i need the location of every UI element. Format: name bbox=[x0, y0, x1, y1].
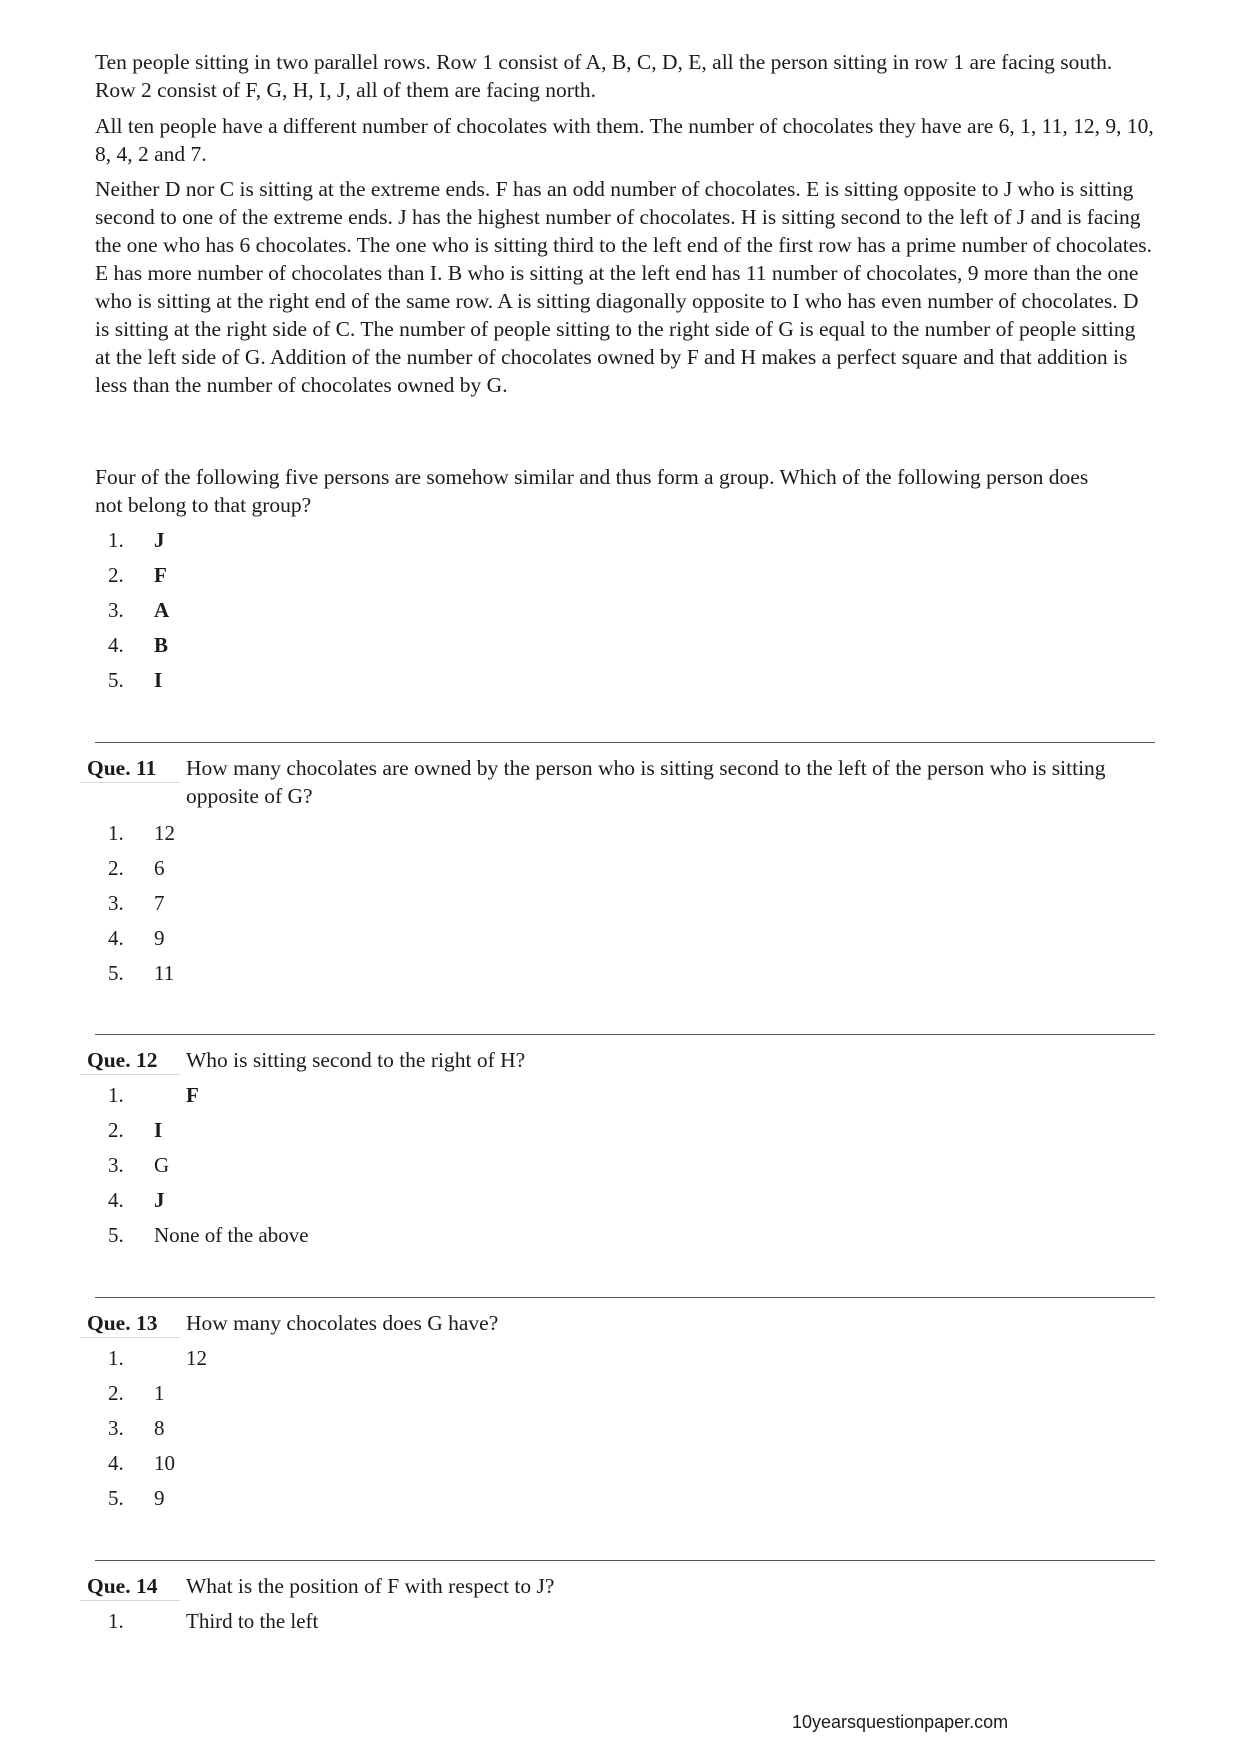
intro-paragraph-clues: Neither D nor C is sitting at the extreme ends. F has an odd number of chocolates. E is sitting opposite to J who is sitting second to one of the extreme ends. J has the highest number of chocolates. H is sitting second to the left of J and is facing the one who has 6 chocolates. The one who is sitting third to the left end of the first row has a prime number of chocolates. E has more number of chocolates than I. B who is sitting at the left end has 11 number of chocolates, 9 more than the one who is sitting at the right end of the same row. A is sitting diagonally opposite to I who has even number of chocolates. D is sitting at the right side of C. The number of people sitting to the right side of G is equal to the number of people sitting at the left side of G. Addition of the number of chocolates owned by F and H makes a perfect square and that addition is less than the number of chocolates owned by G. bbox=[95, 177, 1153, 397]
q12-option-2[interactable]: 2. I bbox=[108, 1118, 163, 1142]
divider bbox=[95, 1297, 1155, 1298]
q10-option-5[interactable]: 5. I bbox=[108, 668, 163, 692]
q13-option-2[interactable]: 2. 1 bbox=[108, 1381, 165, 1405]
q10-option-3[interactable]: 3. A bbox=[108, 598, 170, 622]
q14-text: What is the position of F with respect to J? bbox=[186, 1574, 555, 1598]
q10-text: Four of the following five persons are somehow similar and thus form a group. Which of the following person does not belong to that group? bbox=[95, 465, 1089, 517]
q11-option-1[interactable]: 1. 12 bbox=[108, 821, 175, 845]
divider bbox=[95, 1034, 1155, 1035]
footer-site-name: 10yearsquestionpaper.com bbox=[792, 1712, 1009, 1732]
q11-header bbox=[80, 754, 1160, 810]
q14-header bbox=[80, 1572, 1160, 1601]
q13-option-3[interactable]: 3. 8 bbox=[108, 1416, 165, 1440]
q12-header bbox=[80, 1046, 1160, 1075]
divider bbox=[95, 742, 1155, 743]
q10-option-4[interactable]: 4. B bbox=[108, 633, 169, 657]
q12-option-5[interactable]: 5. None of the above bbox=[108, 1223, 309, 1247]
q13-option-1[interactable]: 1. 12 bbox=[108, 1346, 207, 1370]
q12-option-3[interactable]: 3. G bbox=[108, 1153, 170, 1177]
q11-option-3[interactable]: 3. 7 bbox=[108, 891, 165, 915]
q12-option-4[interactable]: 4. J bbox=[108, 1188, 165, 1212]
q11-label: Que. 11 bbox=[80, 754, 180, 783]
q14-option-1[interactable]: 1. Third to the left bbox=[108, 1609, 319, 1633]
q10-option-1[interactable]: 1. J bbox=[108, 528, 165, 552]
q11-option-4[interactable]: 4. 9 bbox=[108, 926, 165, 950]
q14-label: Que. 14 bbox=[80, 1572, 180, 1601]
q13-option-5[interactable]: 5. 9 bbox=[108, 1486, 165, 1510]
q12-option-1[interactable]: 1. F bbox=[108, 1083, 199, 1107]
q11-text: How many chocolates are owned by the person who is sitting second to the left of the person who is sitting opposite of G? bbox=[186, 756, 1106, 808]
q11-option-5[interactable]: 5. 11 bbox=[108, 961, 175, 985]
intro-paragraph-rows: Ten people sitting in two parallel rows. Row 1 consist of A, B, C, D, E, all the person sitting in row 1 are facing south. Row 2 consist of F, G, H, I, J, all of them are facing north. bbox=[95, 50, 1113, 102]
q10-option-2[interactable]: 2. F bbox=[108, 563, 167, 587]
q12-text: Who is sitting second to the right of H? bbox=[186, 1048, 526, 1072]
divider bbox=[95, 1560, 1155, 1561]
q13-text: How many chocolates does G have? bbox=[186, 1311, 499, 1335]
q12-label: Que. 12 bbox=[80, 1046, 180, 1075]
q13-option-4[interactable]: 4. 10 bbox=[108, 1451, 175, 1475]
q13-header bbox=[80, 1309, 1160, 1338]
q11-option-2[interactable]: 2. 6 bbox=[108, 856, 165, 880]
intro-paragraph-chocolates: All ten people have a different number of chocolates with them. The number of chocolates they have are 6, 1, 11, 12, 9, 10, 8, 4, 2 and 7. bbox=[95, 114, 1154, 166]
q13-label: Que. 13 bbox=[80, 1309, 180, 1338]
